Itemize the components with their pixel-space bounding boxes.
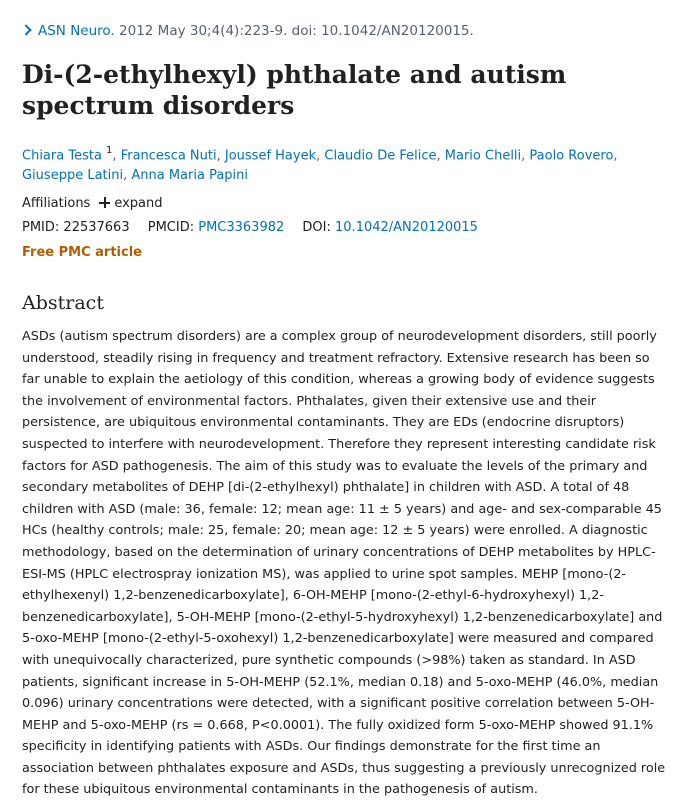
article-title: Di-(2-ethylhexyl) phthalate and autism spectrum disorders <box>22 60 567 120</box>
affiliations-toggle[interactable] <box>22 195 163 213</box>
pmcid-label: PMCID: <box>147 220 195 235</box>
author-link[interactable]: Joussef Hayek <box>224 148 317 164</box>
free-pmc-article-link[interactable]: Free PMC article <box>22 245 142 260</box>
identifiers-row <box>22 219 478 237</box>
doi-link[interactable]: 10.1042/AN20120015 <box>335 220 478 235</box>
chevron-right-icon[interactable] <box>20 24 31 35</box>
affiliations-label: Affiliations <box>22 196 91 211</box>
author-link[interactable]: Paolo Rovero <box>529 148 614 164</box>
plus-icon <box>99 197 110 208</box>
expand-label: expand <box>114 196 163 211</box>
author-link[interactable]: Chiara Testa <box>22 148 102 164</box>
pmid-label: PMID: <box>22 220 60 235</box>
doi-label: DOI: <box>302 220 331 235</box>
journal-link[interactable]: ASN Neuro. <box>38 23 115 39</box>
author-link[interactable]: Giuseppe Latini <box>22 168 124 184</box>
author-link[interactable]: Mario Chelli <box>444 148 522 164</box>
affiliation-marker[interactable]: 1 <box>106 145 113 156</box>
author-link[interactable]: Francesca Nuti <box>120 148 217 164</box>
author-link[interactable]: Claudio De Felice <box>324 148 437 164</box>
pmid-value: 22537663 <box>63 220 130 235</box>
author-list: Chiara Testa $^1$, Francesca Nuti, Joussef Hayek, Claudio De Felice, Mario Chelli, Paolo Rovero, Giuseppe Latini, Anna Maria Papini <box>22 145 618 184</box>
abstract-heading: Abstract <box>22 292 104 314</box>
abstract-text: ASDs (autism spectrum disorders) are a complex group of neurodevelopment disorders, still poorly understood, steadily rising in frequency and treatment refractory. Extensive research has been so far unable to explain the aetiology of this condition, whereas a growing body of evidence suggests the involvement of environmental factors. Phthalates, given their extensive use and their persistence, are ubiquitous environmental contaminants. They are EDs (endocrine disruptors) suspected to interfere with neurodevelopment. Therefore they represent interesting candidate risk factors for ASD pathogenesis. The aim of this study was to evaluate the levels of the primary and secondary metabolites of DEHP [di-(2-ethylhexyl) phthalate] in children with ASD. A total of 48 children with ASD (male: 36, female: 12; mean age: 11 ± 5 years) and age- and sex-comparable 45 HCs (healthy controls; male: 25, female: 20; mean age: 12 ± 5 years) were enrolled. A diagnostic methodology, based on the determination of urinary concentrations of DEHP metabolites by HPLC-ESI-MS (HPLC electrospray ionization MS), was applied to urine spot samples. MEHP [mono-(2-ethylhexenyl) 1,2-benzenedicarboxylate], 6-OH-MEHP [mono-(2-ethyl-6-hydroxyhexyl) 1,2-benzenedicarboxylate], 5-OH-MEHP [mono-(2-ethyl-5-hydroxyhexyl) 1,2-benzenedicarboxylate] and 5-oxo-MEHP [mono-(2-ethyl-5-oxohexyl) 1,2-benzenedicarboxylate] were measured and compared with unequivocally characterized, pure synthetic compounds (>98%) taken as standard. In ASD patients, significant increase in 5-OH-MEHP (52.1%, median 0.18) and 5-oxo-MEHP (46.0%, median 0.096) urinary concentrations were detected, with a significant positive correlation between 5-OH-MEHP and 5-oxo-MEHP (rs = 0.668, P<0.0001). The fully oxidized form 5-oxo-MEHP showed 91.1% specificity in identifying patients with ASDs. Our findings demonstrate for the first time an association between phthalates exposure and ASDs, thus suggesting a previously unrecognized role for these ubiquitous environmental contaminants in the pathogenesis of autism. <box>22 329 666 798</box>
author-link[interactable]: Anna Maria Papini <box>131 168 249 184</box>
citation-details: 2012 May 30;4(4):223-9. doi: 10.1042/AN20120015. <box>119 23 474 39</box>
citation-line <box>22 22 474 40</box>
pmcid-link[interactable]: PMC3363982 <box>198 220 285 235</box>
